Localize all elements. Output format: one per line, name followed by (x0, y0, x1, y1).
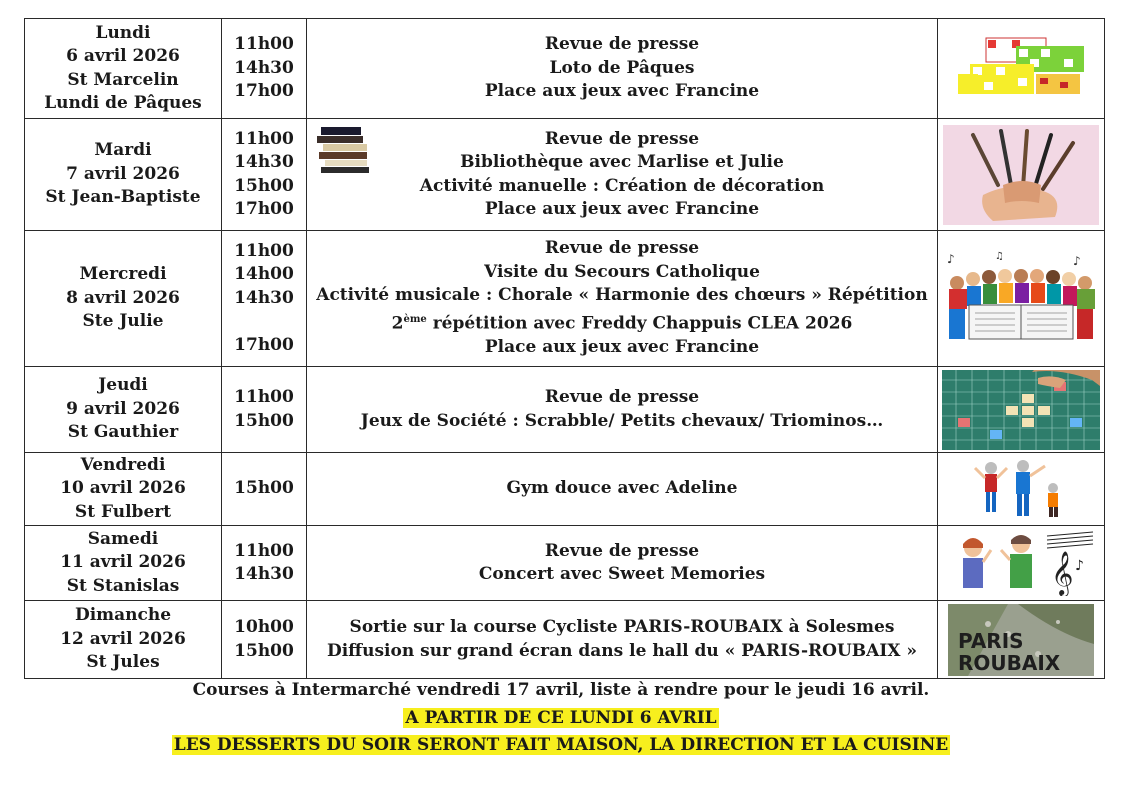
day-name: Vendredi (80, 454, 166, 475)
activity: Revue de presse (544, 34, 700, 55)
activity: Gym douce avec Adeline (506, 478, 738, 499)
day-name: Lundi (95, 22, 151, 43)
footer-courses (0, 680, 1122, 700)
times-cell (222, 231, 307, 367)
activities-cell (307, 367, 938, 453)
activity: répétition avec Freddy Chappuis CLEA 2026 (432, 313, 853, 334)
time: 11h00 (234, 34, 294, 55)
day-saint: St Fulbert (74, 501, 172, 522)
day-saint: St Marcelin (67, 69, 179, 90)
day-cell (25, 119, 222, 231)
day-cell (25, 601, 222, 679)
choir-image (943, 249, 1099, 349)
image-cell (938, 19, 1105, 119)
activity: Diffusion sur grand écran dans le hall du « PARIS-ROUBAIX » (326, 640, 918, 661)
day-row-friday (25, 453, 1105, 526)
times-cell (222, 367, 307, 453)
time: 15h00 (234, 478, 294, 499)
footer-notice-2 (0, 735, 1122, 755)
day-row-sunday (25, 601, 1105, 679)
footer-notice-1 (0, 708, 1122, 728)
day-name: Dimanche (74, 605, 172, 626)
time: 11h00 (234, 540, 294, 561)
notice-line-2: LES DESSERTS DU SOIR SERONT FAIT MAISON, LA DIRECTION ET LA CUISINE (173, 735, 949, 755)
day-saint: St Stanislas (66, 575, 180, 596)
time: 11h00 (234, 240, 294, 261)
day-date: 6 avril 2026 (66, 46, 180, 66)
image-cell (938, 601, 1105, 679)
day-date: 9 avril 2026 (66, 398, 180, 419)
activity: Concert avec Sweet Memories (478, 564, 766, 584)
day-row-saturday (25, 526, 1105, 601)
activity: Revue de presse (544, 387, 700, 407)
scrabble-board-image (942, 370, 1100, 450)
activity: Jeux de Société : Scrabble/ Petits chevaux/ Triominos… (360, 410, 884, 431)
time: 11h00 (234, 128, 294, 149)
singers-image (943, 530, 1099, 596)
activity: Sortie sur la course Cycliste PARIS-ROUBAIX à Solesmes (349, 617, 895, 637)
image-cell (938, 119, 1105, 231)
time: 17h00 (234, 81, 294, 102)
notice-line-1: A PARTIR DE CE LUNDI 6 AVRIL (405, 708, 717, 728)
day-cell (25, 526, 222, 601)
day-date: 8 avril 2026 (66, 287, 180, 308)
day-cell (25, 19, 222, 119)
books-image (315, 125, 377, 175)
day-saint: St Jules (86, 652, 160, 673)
activities-cell (307, 526, 938, 601)
day-cell (25, 367, 222, 453)
time: 15h00 (234, 640, 294, 661)
activity-with-ordinal (307, 308, 937, 336)
activity: Revue de presse (544, 128, 700, 149)
day-extra: Lundi de Pâques (44, 93, 202, 113)
svg-text:♪: ♪ (1075, 558, 1084, 574)
paris-roubaix-image (948, 604, 1094, 676)
activity: Visite du Secours Catholique (484, 261, 760, 282)
day-cell (25, 453, 222, 526)
ordinal-number: 2 (391, 313, 404, 334)
time: 17h00 (234, 199, 294, 219)
times-cell (222, 526, 307, 601)
ordinal-suffix: ème (403, 313, 427, 325)
times-cell (222, 453, 307, 526)
gym-seniors-image (971, 458, 1071, 520)
svg-text:𝄞: 𝄞 (1051, 551, 1074, 595)
day-saint: St Gauthier (67, 422, 179, 443)
time: 10h00 (234, 617, 294, 637)
day-date: 12 avril 2026 (60, 628, 186, 649)
time: 14h30 (234, 287, 294, 308)
time: 15h00 (234, 175, 294, 196)
roubaix-text: ROUBAIX (958, 650, 1061, 675)
time: 17h00 (234, 334, 294, 355)
paintbrushes-image (943, 125, 1099, 225)
activities-cell (307, 453, 938, 526)
day-row-thursday (25, 367, 1105, 453)
activities-cell (307, 19, 938, 119)
day-date: 7 avril 2026 (66, 163, 180, 184)
activities-cell (307, 119, 938, 231)
day-saint: Ste Julie (82, 311, 164, 332)
day-date: 11 avril 2026 (60, 552, 186, 573)
activity: Bibliothèque avec Marlise et Julie (460, 152, 784, 172)
activity: Activité manuelle : Création de décoration (419, 175, 825, 196)
activity: Place aux jeux avec Francine (484, 199, 760, 219)
activities-cell (307, 601, 938, 679)
courses-text: Courses à Intermarché vendredi 17 avril, liste à rendre pour le jeudi 16 avril. (192, 680, 930, 700)
time: 11h00 (234, 387, 294, 407)
day-name: Samedi (87, 528, 159, 549)
loto-cards-image (956, 36, 1086, 102)
image-cell (938, 231, 1105, 367)
day-row-tuesday (25, 119, 1105, 231)
day-date: 10 avril 2026 (60, 478, 186, 499)
day-saint: St Jean-Baptiste (45, 187, 201, 208)
time: 14h00 (234, 264, 294, 285)
day-cell (25, 231, 222, 367)
time: 14h30 (234, 57, 294, 78)
activity: Activité musicale : Chorale « Harmonie des chœurs » Répétition (316, 285, 928, 306)
activity: Revue de presse (544, 540, 700, 561)
day-row-monday (25, 19, 1105, 119)
time-gap (222, 310, 306, 334)
image-cell (938, 453, 1105, 526)
times-cell (222, 19, 307, 119)
svg-text:♪: ♪ (1073, 253, 1081, 268)
image-cell (938, 526, 1105, 601)
time: 14h30 (234, 564, 294, 584)
activities-cell (307, 231, 938, 367)
weekly-schedule-table (24, 18, 1105, 679)
activity: Place aux jeux avec Francine (484, 337, 760, 358)
time: 14h30 (234, 152, 294, 172)
activity: Place aux jeux avec Francine (484, 81, 760, 102)
times-cell (222, 119, 307, 231)
svg-text:♫: ♫ (995, 250, 1004, 262)
day-name: Mercredi (79, 264, 167, 285)
times-cell (222, 601, 307, 679)
time: 15h00 (234, 410, 294, 431)
paris-text: PARIS (958, 628, 1024, 653)
activity: Revue de presse (544, 238, 700, 259)
day-name: Jeudi (98, 375, 148, 396)
day-name: Mardi (94, 140, 152, 161)
day-row-wednesday (25, 231, 1105, 367)
svg-text:♪: ♪ (947, 251, 955, 266)
image-cell (938, 367, 1105, 453)
activity: Loto de Pâques (549, 57, 695, 78)
